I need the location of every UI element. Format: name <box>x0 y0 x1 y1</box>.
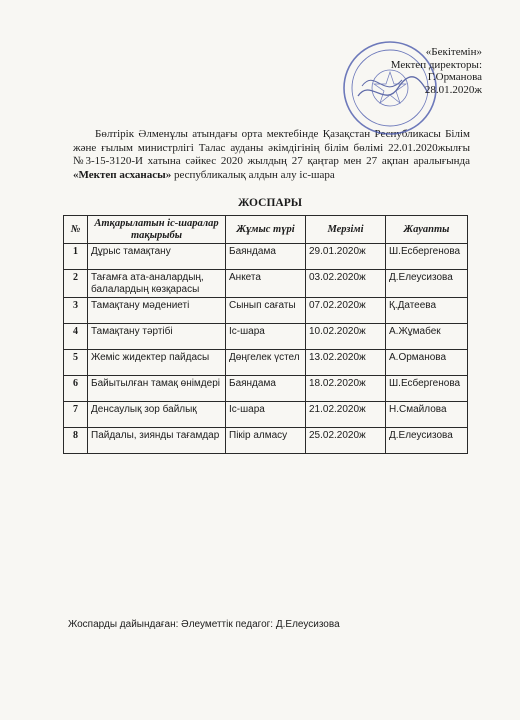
row-topic: Пайдалы, зиянды тағамдар <box>88 428 226 454</box>
row-responsible: А.Орманова <box>386 350 468 376</box>
row-date: 18.02.2020ж <box>306 376 386 402</box>
row-type: Пікір алмасу <box>226 428 306 454</box>
row-topic: Дұрыс тамақтану <box>88 244 226 270</box>
header-responsible: Жауапты <box>386 216 468 244</box>
row-topic: Тамақтану тәртібі <box>88 324 226 350</box>
table-row <box>64 350 468 376</box>
row-type: Баяндама <box>226 376 306 402</box>
header-type: Жұмыс түрі <box>226 216 306 244</box>
header-date: Мерзімі <box>306 216 386 244</box>
plan-title: ЖОСПАРЫ <box>237 197 303 209</box>
approval-date: 28.01.2020ж <box>424 83 482 96</box>
row-type: Анкета <box>226 270 306 298</box>
row-type: Баяндама <box>226 244 306 270</box>
row-type: Іс-шара <box>226 402 306 428</box>
intro-event-name: «Мектеп асханасы» <box>73 168 172 181</box>
table-row <box>64 298 468 324</box>
row-topic: Жеміс жидектер пайдасы <box>88 350 226 376</box>
intro-text-1: Бөлтірік Әлменұлы атындағы орта мектебінде Қазақстан Республикасы Білім және ғылым министрлігі Талас ауданы әкімдігінің білім бөлімі 22.01.2020жылғы №3-15-3120-И хатына сәйкес 2020 жылдың 27 қаңтар мен 27 ақпан аралығында <box>73 128 470 168</box>
table-row <box>64 270 468 298</box>
row-num: 7 <box>64 402 88 428</box>
row-num: 2 <box>64 270 88 298</box>
table-row <box>64 402 468 428</box>
row-num: 5 <box>64 350 88 376</box>
approval-position: Мектеп директоры: <box>390 58 482 71</box>
row-responsible: Д.Елеусизова <box>386 270 468 298</box>
row-responsible: Ш.Есбергенова <box>386 244 468 270</box>
row-date: 07.02.2020ж <box>306 298 386 324</box>
row-num: 3 <box>64 298 88 324</box>
row-date: 03.02.2020ж <box>306 270 386 298</box>
row-date: 10.02.2020ж <box>306 324 386 350</box>
plan-table <box>63 215 468 454</box>
row-topic: Байытылған тамақ өнімдері <box>88 376 226 402</box>
approval-title: «Бекітемін» <box>425 46 482 58</box>
row-responsible: Н.Смайлова <box>386 402 468 428</box>
intro-text-2: республикалық алдын алу іс-шара <box>171 168 335 181</box>
table-row <box>64 376 468 402</box>
row-date: 21.02.2020ж <box>306 402 386 428</box>
row-type: Іс-шара <box>226 324 306 350</box>
row-responsible: Қ.Датеева <box>386 298 468 324</box>
approval-name: Г.Орманова <box>427 71 482 83</box>
approval-block <box>391 46 482 96</box>
row-topic: Денсаулық зор байлық <box>88 402 226 428</box>
row-responsible: Д.Елеусизова <box>386 428 468 454</box>
row-date: 29.01.2020ж <box>306 244 386 270</box>
row-date: 13.02.2020ж <box>306 350 386 376</box>
table-row <box>64 428 468 454</box>
row-type: Дөңгелек үстел <box>226 350 306 376</box>
header-topic: Атқарылатын іс-шаралар тақырыбы <box>88 216 226 244</box>
prepared-by-footer: Жоспарды дайындаған: Әлеуметтік педагог: Д.Елеусизова <box>68 619 340 630</box>
row-topic: Тағамға ата-аналардың, балалардың көзқарасы <box>88 270 226 298</box>
row-type: Сынып сағаты <box>226 298 306 324</box>
row-date: 25.02.2020ж <box>306 428 386 454</box>
row-num: 8 <box>64 428 88 454</box>
row-responsible: А.Жұмабек <box>386 324 468 350</box>
row-num: 6 <box>64 376 88 402</box>
row-topic: Тамақтану мәдениеті <box>88 298 226 324</box>
table-row <box>64 244 468 270</box>
row-num: 4 <box>64 324 88 350</box>
header-num: № <box>64 216 88 244</box>
row-responsible: Ш.Есбергенова <box>386 376 468 402</box>
table-header-row <box>64 216 468 244</box>
row-num: 1 <box>64 244 88 270</box>
table-row <box>64 324 468 350</box>
